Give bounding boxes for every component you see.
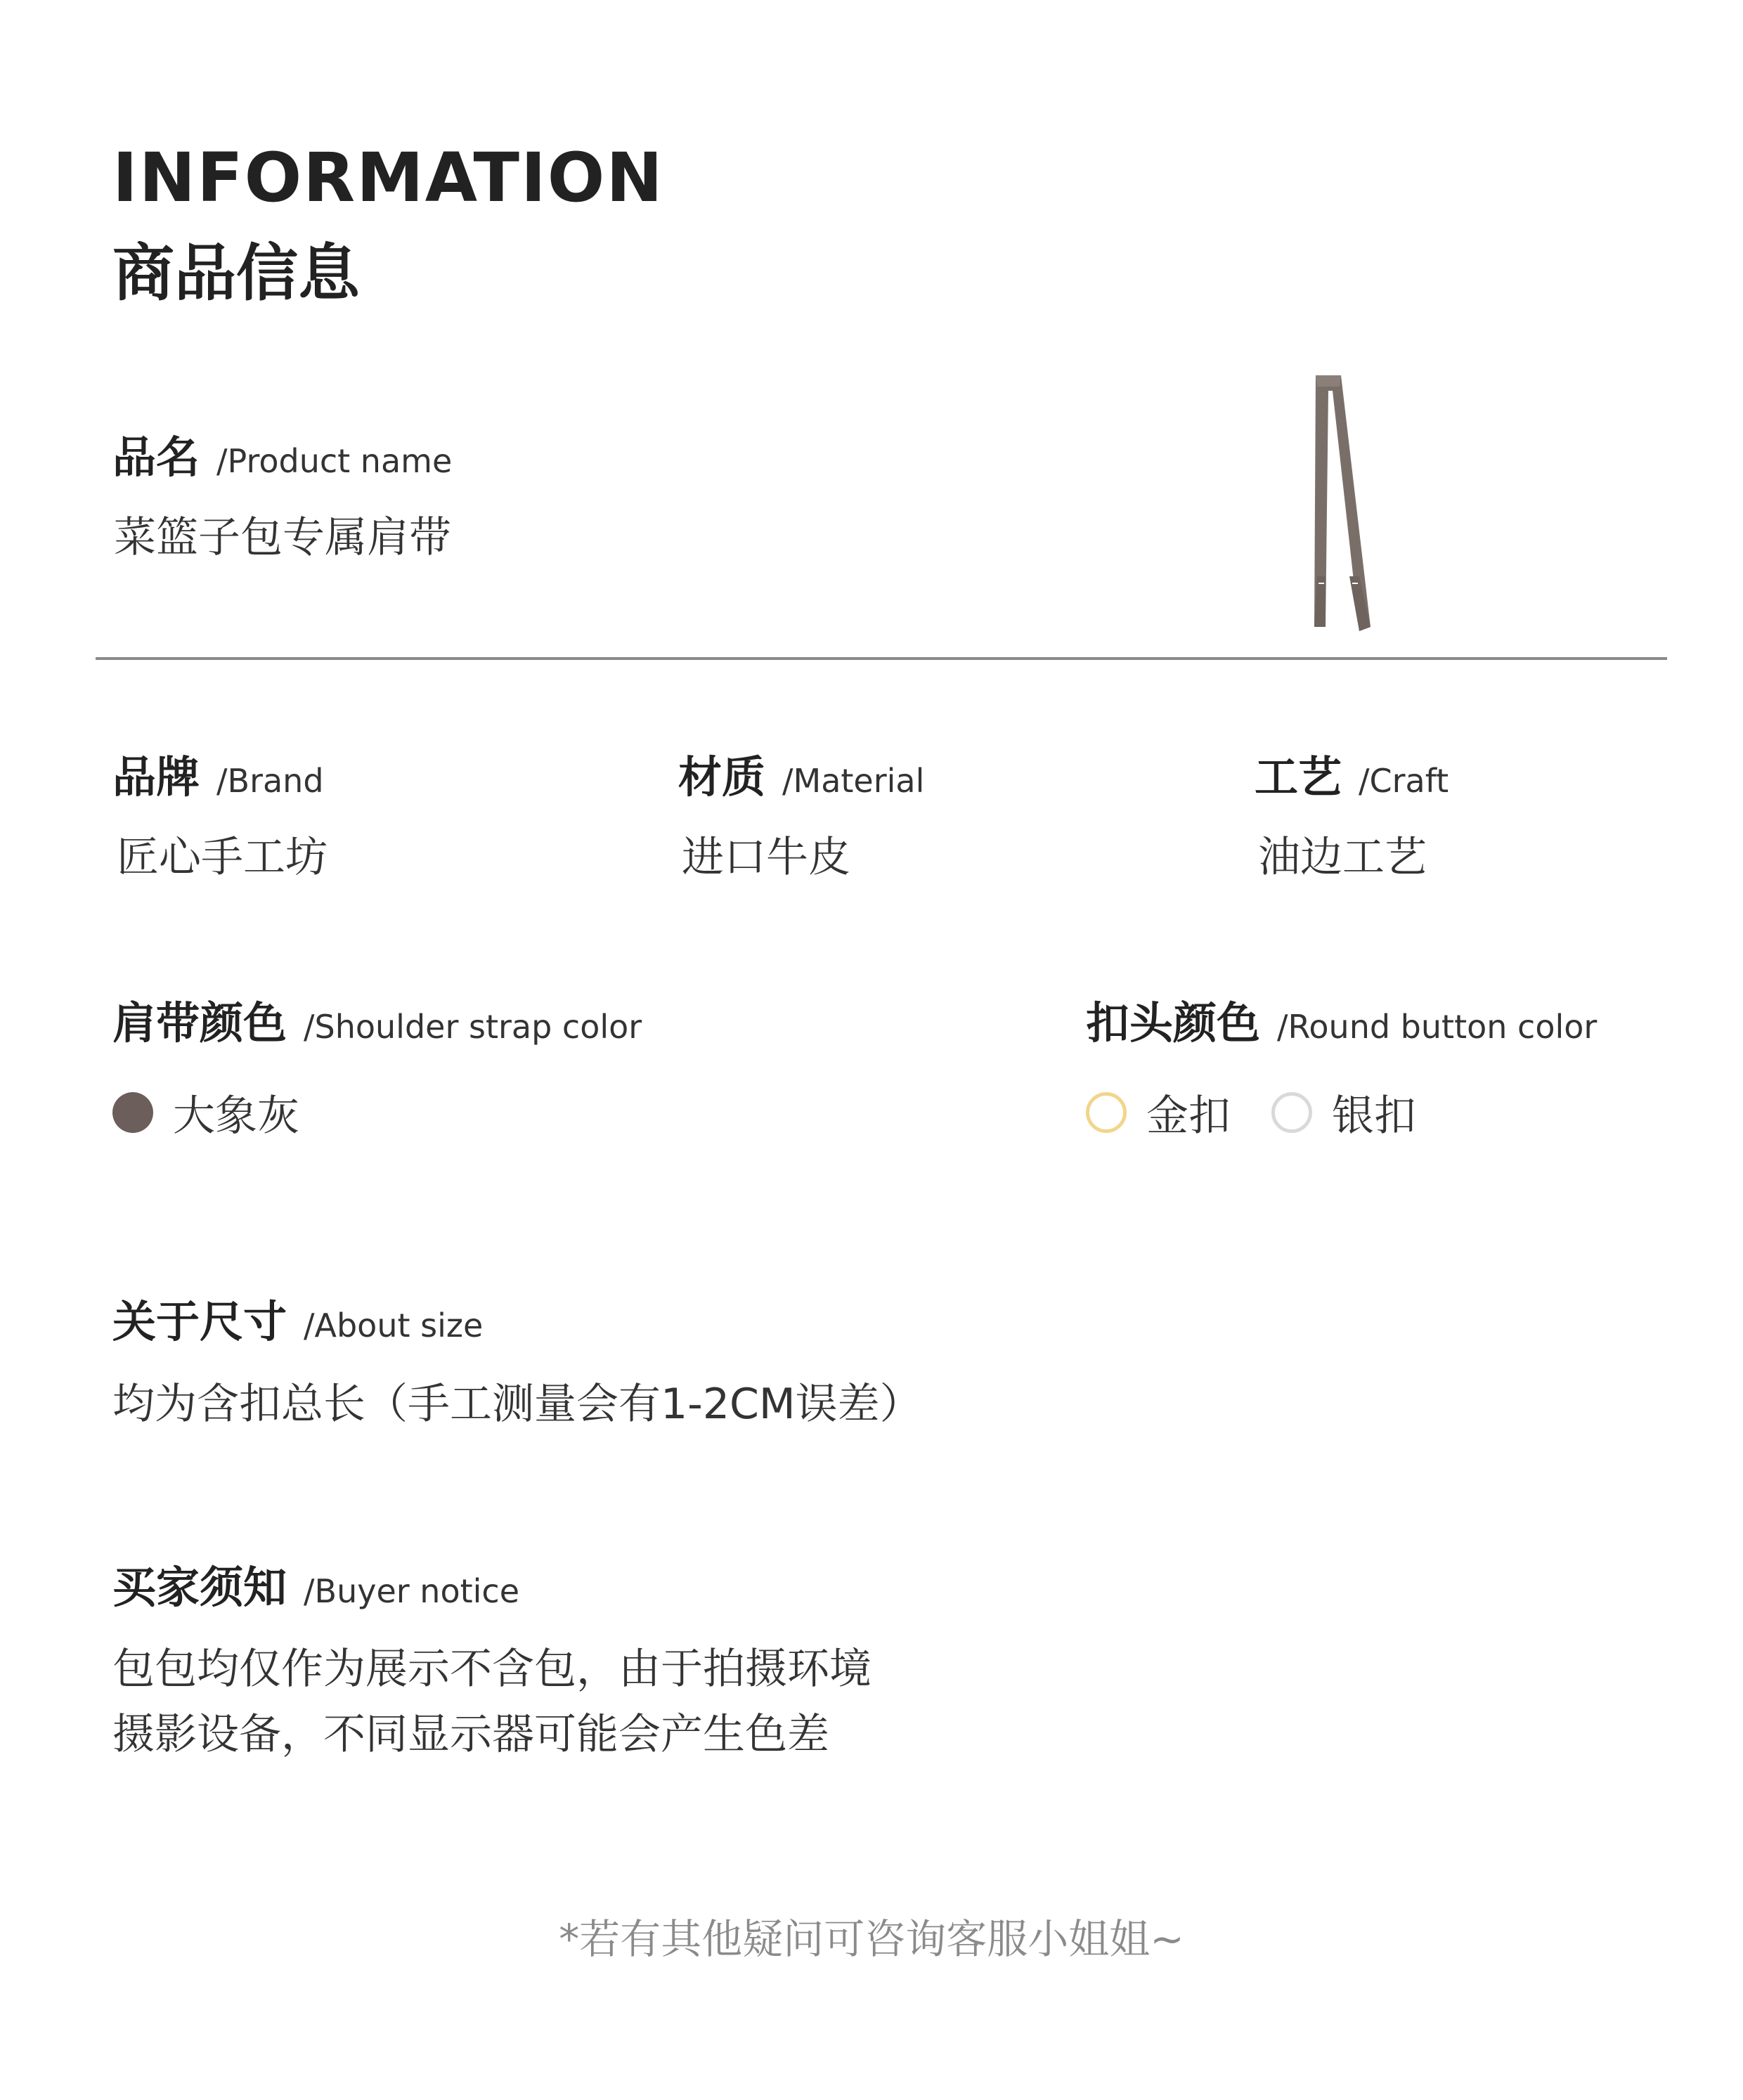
material-label-zh: 材质 (678, 751, 766, 803)
craft-label-en: /Craft (1359, 762, 1449, 800)
button-color-label-en: /Round button color (1277, 1008, 1598, 1046)
notice-line-2: 摄影设备，不同显示器可能会产生色差 (112, 1710, 829, 1759)
size-label-zh: 关于尺寸 (112, 1296, 287, 1347)
strap-color-label-zh: 肩带颜色 (112, 997, 287, 1049)
strap-color-options (112, 1082, 340, 1143)
strap-color-label (112, 997, 642, 1049)
brand-value: 匠心手工坊 (117, 833, 328, 882)
notice-label (112, 1562, 519, 1613)
button-color-label-zh: 扣头颜色 (1086, 997, 1261, 1049)
notice-label-en: /Buyer notice (304, 1572, 519, 1610)
silver-button-swatch[interactable] (1271, 1092, 1312, 1133)
size-label-en: /About size (304, 1307, 484, 1344)
gold-button-swatch[interactable] (1086, 1092, 1127, 1133)
product-name-value: 菜篮子包专属肩带 (114, 513, 451, 562)
button-color-options (1086, 1082, 1457, 1143)
gold-button-option-label: 金扣 (1146, 1091, 1231, 1141)
size-label (112, 1296, 484, 1347)
brand-label-en: /Brand (216, 762, 324, 800)
silver-button-option-label: 银扣 (1332, 1091, 1416, 1141)
section-divider (96, 657, 1667, 660)
notice-line-1: 包包均仅作为展示不含包，由于拍摄环境 (112, 1645, 872, 1694)
footnote: *若有其他疑问可咨询客服小姐姐~ (559, 1915, 1184, 1963)
material-label-en: /Material (782, 762, 925, 800)
strap-color-label-en: /Shoulder strap color (304, 1008, 642, 1046)
strap-image (1265, 365, 1406, 647)
size-value: 均为含扣总长（手工测量会有1-2CM误差） (112, 1380, 922, 1429)
product-name-label (112, 432, 453, 483)
brand-label-zh: 品牌 (112, 751, 200, 803)
craft-label-zh: 工艺 (1255, 751, 1342, 803)
strap-color-option-label: 大象灰 (173, 1091, 299, 1141)
page-title-en: INFORMATION (112, 138, 664, 217)
notice-label-zh: 买家须知 (112, 1562, 287, 1613)
page-title-zh: 商品信息 (112, 237, 361, 309)
product-name-label-en: /Product name (216, 442, 453, 480)
material-label (678, 751, 925, 803)
material-value: 进口牛皮 (682, 833, 850, 882)
strap-color-swatch[interactable] (112, 1092, 153, 1133)
button-color-label (1086, 997, 1598, 1049)
craft-label (1255, 751, 1449, 803)
brand-label (112, 751, 324, 803)
product-name-label-zh: 品名 (112, 432, 200, 483)
craft-value: 油边工艺 (1258, 833, 1427, 882)
